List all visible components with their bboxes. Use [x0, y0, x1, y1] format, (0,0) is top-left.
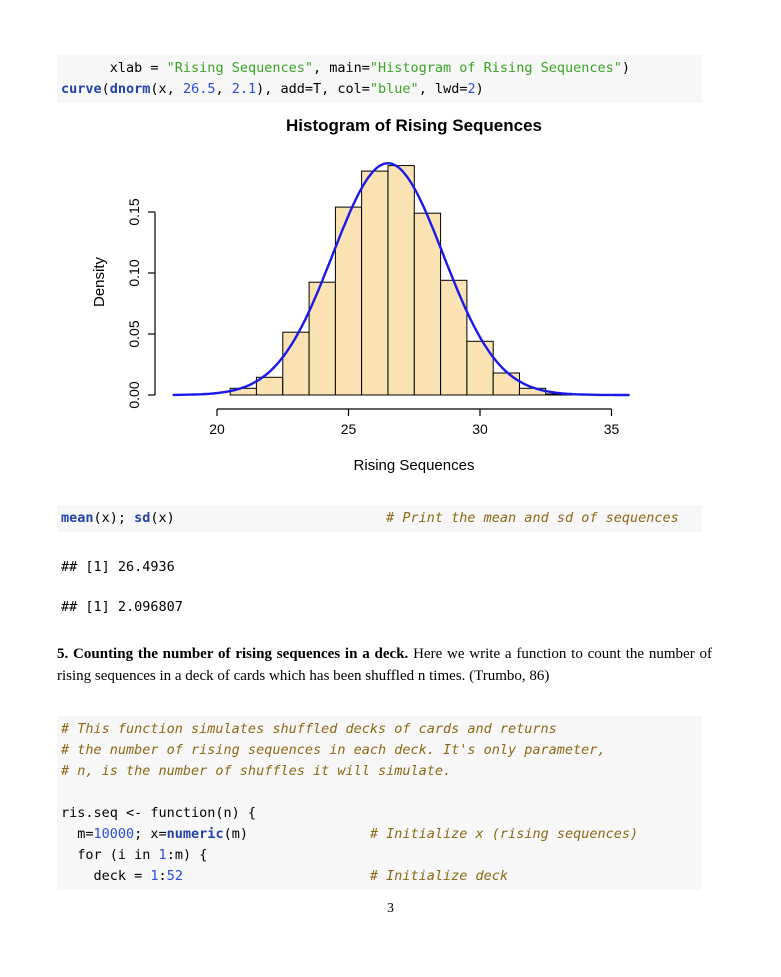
code-block-mean-sd	[57, 505, 702, 532]
code-token-std: for (i in	[61, 847, 159, 863]
code-token-std: :	[158, 868, 167, 884]
code-token-num: 1	[158, 847, 167, 863]
code-token-std: xlab =	[61, 60, 167, 76]
code-token-str: "Rising Sequences"	[166, 60, 313, 76]
page-number: 3	[387, 901, 394, 916]
histogram-figure	[60, 104, 720, 489]
code-token-str: "blue"	[369, 81, 419, 97]
code-line	[61, 803, 702, 824]
code-token-std: m=	[61, 826, 94, 842]
y-tick-label: 0.15	[126, 198, 142, 226]
histogram-bar	[309, 282, 335, 395]
code-token-num: 10000	[93, 826, 135, 842]
code-token-std: (x,	[150, 81, 183, 97]
code-token-kw: sd	[134, 510, 151, 526]
histogram-bar	[467, 341, 493, 395]
code-line	[61, 761, 702, 782]
code-token-com: # Print the mean and sd of sequences	[386, 510, 679, 526]
x-tick-label: 25	[340, 421, 357, 437]
console-output-sd: ## [1] 2.096807	[61, 599, 183, 615]
x-axis-label: Rising Sequences	[353, 457, 475, 474]
code-line	[61, 740, 702, 761]
code-token-std	[248, 826, 370, 842]
code-token-std: (x);	[93, 510, 135, 526]
code-line	[61, 782, 702, 803]
chart-title: Histogram of Rising Sequences	[286, 116, 542, 135]
code-line	[61, 845, 702, 866]
code-line	[61, 58, 702, 79]
code-line	[61, 508, 702, 529]
y-axis-label: Density	[91, 256, 108, 308]
x-tick-label: 35	[603, 421, 620, 437]
code-line	[61, 866, 702, 887]
y-tick-label: 0.10	[126, 259, 142, 287]
code-token-kw: numeric	[166, 826, 224, 842]
code-token-std: (x)	[150, 510, 175, 526]
y-tick-label: 0.00	[126, 381, 142, 409]
code-token-std: , lwd=	[418, 81, 468, 97]
code-token-com: # Initialize x (rising sequences)	[369, 826, 639, 842]
code-token-com: # Initialize deck	[369, 868, 509, 884]
code-token-std: ), add=T, col=	[256, 81, 370, 97]
histogram-bar	[362, 171, 388, 395]
code-token-num: 26.5	[182, 81, 216, 97]
code-token-std: (m)	[223, 826, 248, 842]
code-token-kw: dnorm	[109, 81, 151, 97]
code-token-std: ris.seq <- function(n) {	[61, 805, 257, 821]
code-token-num: 2.1	[231, 81, 257, 97]
code-token-std: (	[101, 81, 110, 97]
code-token-std: deck =	[61, 868, 151, 884]
histogram-bar	[493, 373, 519, 395]
code-token-std: )	[475, 81, 484, 97]
console-output-mean: ## [1] 26.4936	[61, 559, 175, 575]
histogram-bar	[283, 332, 309, 395]
code-token-str: "Histogram of Rising Sequences"	[369, 60, 622, 76]
code-line	[61, 79, 702, 100]
code-token-std: )	[621, 60, 630, 76]
section-heading: 5. Counting the number of rising sequences in a deck.	[57, 646, 409, 662]
code-line	[61, 824, 702, 845]
code-token-std	[175, 510, 386, 526]
code-token-std: ,	[215, 81, 232, 97]
code-token-std: ; x=	[134, 826, 167, 842]
code-token-kw: curve	[61, 81, 102, 97]
code-token-std	[183, 868, 370, 884]
x-tick-label: 30	[472, 421, 488, 437]
y-tick-label: 0.05	[126, 320, 142, 348]
code-token-num: 52	[166, 868, 183, 884]
code-token-com: # This function simulates shuffled decks of cards and returns	[61, 721, 557, 737]
code-block-plot-setup	[57, 55, 702, 103]
x-tick-label: 20	[209, 421, 225, 437]
histogram-bar	[388, 166, 414, 395]
code-block-risseq-function	[57, 716, 702, 890]
code-token-num: 2	[467, 81, 476, 97]
code-token-std: , main=	[312, 60, 370, 76]
code-token-com: # n, is the number of shuffles it will simulate.	[61, 763, 452, 779]
code-token-kw: mean	[61, 510, 94, 526]
code-token-num: 1	[150, 868, 159, 884]
histogram-bar	[441, 280, 467, 395]
code-token-com: # the number of rising sequences in each deck. It's only parameter,	[61, 742, 606, 758]
code-line	[61, 719, 702, 740]
section-text: Here we write a function to count the number of rising sequences in a deck of cards which has been shuffled n times. (Trumbo, 86)	[57, 646, 712, 684]
code-token-std: :m) {	[166, 847, 208, 863]
section-paragraph	[57, 644, 712, 687]
